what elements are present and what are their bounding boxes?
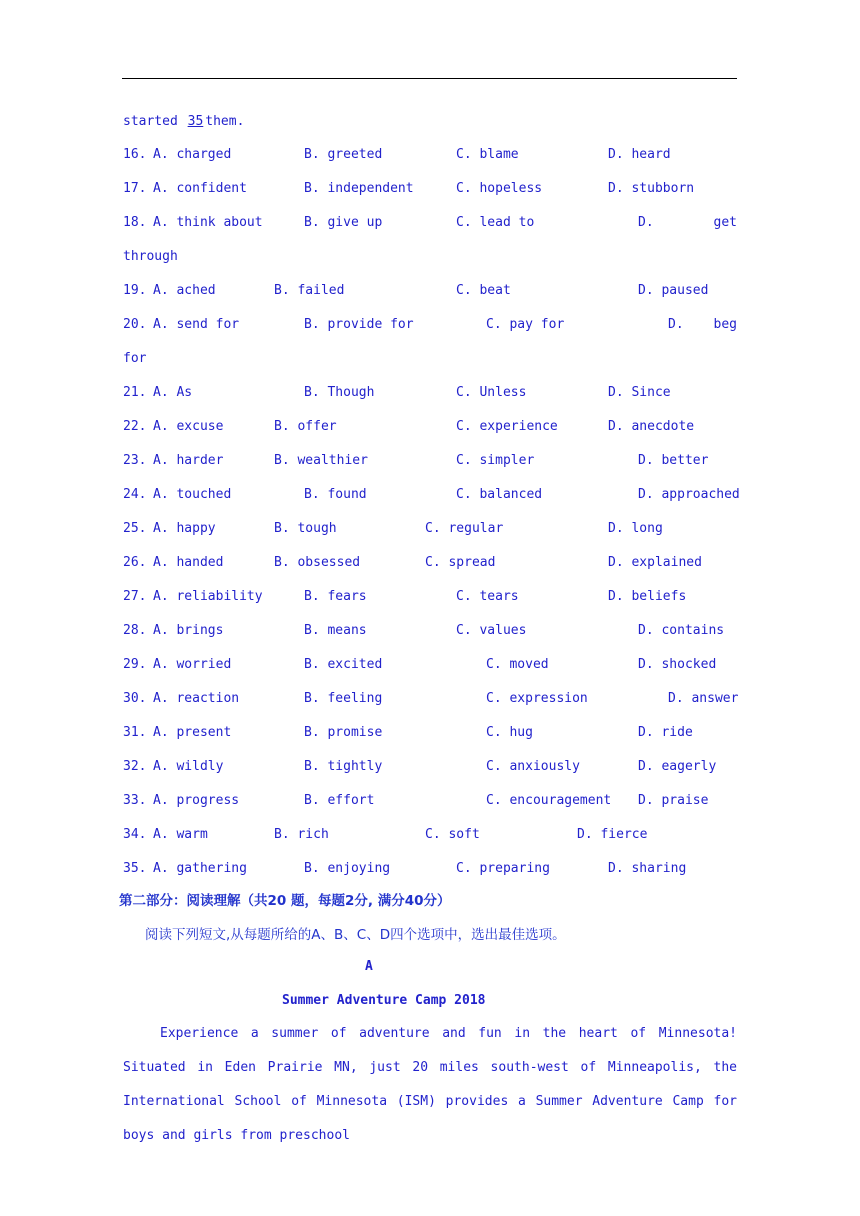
option-a: A. worried <box>153 657 232 672</box>
question-row <box>123 487 740 503</box>
option-a: A. gathering <box>153 861 247 876</box>
question-number: 30. <box>123 691 147 706</box>
option-d: D. praise <box>638 793 709 808</box>
option-c: C. blame <box>456 147 519 162</box>
option-a: A. warm <box>153 827 208 842</box>
option-d: D. stubborn <box>608 181 695 196</box>
option-b: B. greeted <box>304 147 383 162</box>
option-d: D. sharing <box>608 861 687 876</box>
option-d: D. paused <box>638 283 709 298</box>
option-a: A. present <box>153 725 232 740</box>
option-c: C. hug <box>486 725 533 740</box>
question-row <box>123 555 737 571</box>
option-d: D. contains <box>638 623 725 638</box>
option-c: C. anxiously <box>486 759 580 774</box>
option-c: C. simpler <box>456 453 535 468</box>
blank-35: 35 <box>187 114 204 129</box>
question-number: 31. <box>123 725 147 740</box>
intro-line <box>123 114 244 130</box>
question-number: 20. <box>123 317 147 332</box>
option-d: D. Since <box>608 385 671 400</box>
question-number: 22. <box>123 419 147 434</box>
option-a: A. harder <box>153 453 224 468</box>
option-c: C. spread <box>425 555 496 570</box>
option-a: A. charged <box>153 147 232 162</box>
question-number: 26. <box>123 555 147 570</box>
question-row <box>123 657 737 673</box>
option-d: D. <box>668 317 684 332</box>
option-c: C. experience <box>456 419 558 434</box>
option-a: A. touched <box>153 487 232 502</box>
question-row <box>123 283 737 299</box>
option-d: D. better <box>638 453 709 468</box>
option-c: C. encouragement <box>486 793 612 808</box>
passage-text: Experience a summer of adventure and fun in the heart of Minnesota! Situated in Eden Prairie MN, just 20 miles south-west of Minneapolis, the International School of Minnesota (ISM) provides a Summer Adventure Camp for boys and girls from preschool <box>123 1026 737 1143</box>
section-title: 第二部分：阅读理解（共20 题，每题2分, 满分40分） <box>119 893 451 909</box>
question-number: 32. <box>123 759 147 774</box>
option-c: C. regular <box>425 521 504 536</box>
option-a: A. excuse <box>153 419 224 434</box>
option-d: D. approached <box>638 487 740 502</box>
option-b: B. excited <box>304 657 383 672</box>
question-number: 18. <box>123 215 147 230</box>
option-d: D. fierce <box>577 827 648 842</box>
question-row <box>123 215 737 231</box>
option-c: C. moved <box>486 657 549 672</box>
intro-prefix: started <box>123 114 178 129</box>
question-number: 34. <box>123 827 147 842</box>
option-b: B. obsessed <box>274 555 361 570</box>
option-a: A. wildly <box>153 759 224 774</box>
question-row <box>123 419 737 435</box>
option-a: A. reliability <box>153 589 263 604</box>
question-row <box>123 827 737 843</box>
option-d: D. ride <box>638 725 693 740</box>
question-row <box>123 453 737 469</box>
option-c: C. beat <box>456 283 511 298</box>
option-c: C. lead to <box>456 215 535 230</box>
option-a: A. ached <box>153 283 216 298</box>
question-row <box>123 623 737 639</box>
option-d: D. explained <box>608 555 702 570</box>
question-number: 25. <box>123 521 147 536</box>
question-row <box>123 759 737 775</box>
option-a: A. handed <box>153 555 224 570</box>
question-row <box>123 725 737 741</box>
question-number: 35. <box>123 861 147 876</box>
option-b: B. Though <box>304 385 375 400</box>
option-b: B. promise <box>304 725 383 740</box>
option-c: C. soft <box>425 827 480 842</box>
option-b: B. effort <box>304 793 375 808</box>
option-a: A. As <box>153 385 193 400</box>
option-b: B. feeling <box>304 691 383 706</box>
intro-suffix: them. <box>205 114 245 129</box>
option-a: A. happy <box>153 521 216 536</box>
question-row <box>123 385 737 401</box>
option-b: B. independent <box>304 181 414 196</box>
option-c: C. hopeless <box>456 181 543 196</box>
question-number: 33. <box>123 793 147 808</box>
option-b: B. enjoying <box>304 861 391 876</box>
option-a: A. brings <box>153 623 224 638</box>
question-number: 23. <box>123 453 147 468</box>
option-d: D. <box>638 215 654 230</box>
option-b: B. fears <box>304 589 367 604</box>
option-d: D. eagerly <box>638 759 717 774</box>
passage-label: A <box>365 959 373 974</box>
question-row <box>123 147 737 163</box>
question-number: 29. <box>123 657 147 672</box>
option-b: B. provide for <box>304 317 414 332</box>
question-number: 27. <box>123 589 147 604</box>
option-d: D. answer <box>668 691 739 706</box>
option-b: B. rich <box>274 827 329 842</box>
question-number: 17. <box>123 181 147 196</box>
option-d-wrap: through <box>123 249 178 264</box>
instruction: 阅读下列短文,从每题所给的A、B、C、D四个选项中，选出最佳选项。 <box>145 927 566 943</box>
option-a: A. progress <box>153 793 240 808</box>
question-row <box>123 691 737 707</box>
question-row <box>123 521 737 537</box>
question-row <box>123 793 737 809</box>
option-d: D. beliefs <box>608 589 687 604</box>
question-number: 28. <box>123 623 147 638</box>
option-b: B. wealthier <box>274 453 368 468</box>
option-c: C. expression <box>486 691 588 706</box>
option-c: C. pay for <box>486 317 565 332</box>
question-row <box>123 861 737 877</box>
option-d-continued: beg <box>713 317 737 332</box>
option-c: C. preparing <box>456 861 550 876</box>
question-row <box>123 317 737 333</box>
option-a: A. think about <box>153 215 263 230</box>
question-number: 21. <box>123 385 147 400</box>
option-d: D. shocked <box>638 657 717 672</box>
option-c: C. values <box>456 623 527 638</box>
option-a: A. confident <box>153 181 247 196</box>
question-number: 24. <box>123 487 147 502</box>
option-a: A. reaction <box>153 691 240 706</box>
option-b: B. means <box>304 623 367 638</box>
option-a: A. send for <box>153 317 240 332</box>
passage-title: Summer Adventure Camp 2018 <box>282 993 486 1008</box>
option-d-wrap: for <box>123 351 147 366</box>
option-b: B. tightly <box>304 759 383 774</box>
option-c: C. Unless <box>456 385 527 400</box>
option-d: D. heard <box>608 147 671 162</box>
option-b: B. give up <box>304 215 383 230</box>
option-b: B. offer <box>274 419 337 434</box>
question-number: 19. <box>123 283 147 298</box>
option-b: B. tough <box>274 521 337 536</box>
question-row <box>123 589 737 605</box>
question-row <box>123 181 737 197</box>
header-rule <box>122 78 737 79</box>
option-c: C. tears <box>456 589 519 604</box>
question-number: 16. <box>123 147 147 162</box>
option-d: D. long <box>608 521 663 536</box>
option-b: B. failed <box>274 283 345 298</box>
option-c: C. balanced <box>456 487 543 502</box>
option-b: B. found <box>304 487 367 502</box>
option-d: D. anecdote <box>608 419 695 434</box>
option-d-continued: get <box>713 215 737 230</box>
